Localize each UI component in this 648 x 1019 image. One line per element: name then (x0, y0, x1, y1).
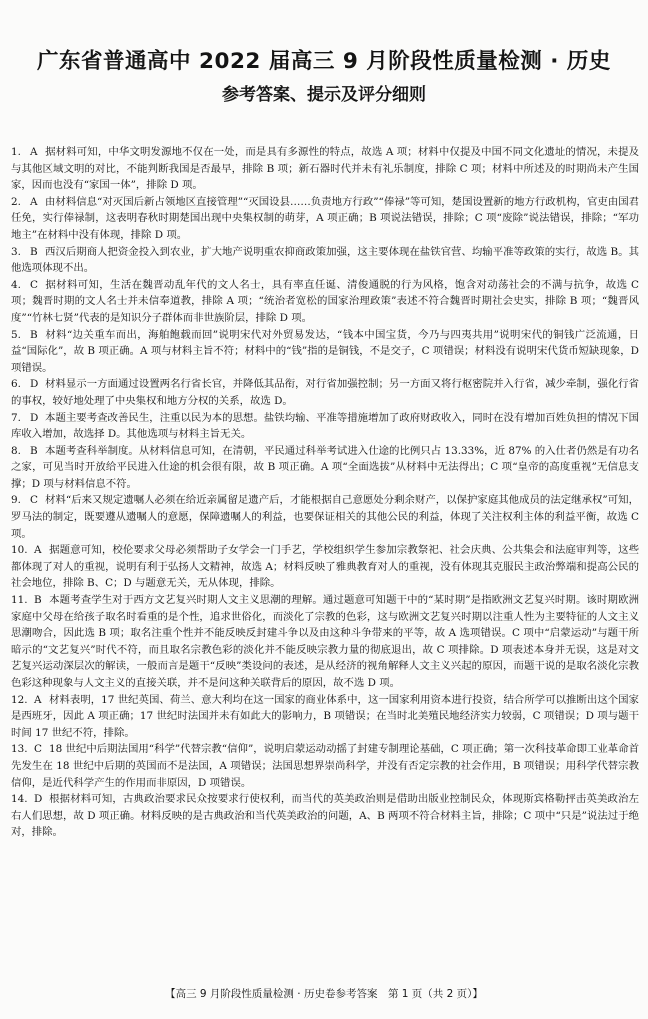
item-explanation: 据材料可知，生活在魏晋动乱年代的文人名士，具有率直任诞、清俊通脱的行为风格，饱含对动荡社会的不满与抗争，故选 C 项；魏晋时期的文人名士并未信奉道教，排除 A 项；“统治者宽松的国家治理政策”表述不符合魏晋时期社会史实，排除 B 项；“魏晋风度”“竹林七贤”代表的是知识分子群体而非世族阶层，排除 D 项。 (11, 278, 639, 324)
item-answer: B (30, 245, 38, 258)
page-footer: 【高三 9 月阶段性质量检测 · 历史卷参考答案 第 1 页（共 2 页）】 (165, 988, 483, 1000)
item-number: 8. (11, 444, 21, 457)
item-answer: D (34, 793, 43, 806)
answer-item-7 (11, 410, 639, 443)
item-explanation: 材料“后来又规定遗嘱人必须在给近亲属留足遗产后，才能根据自己意愿处分剩余财产，以保护家庭其他成员的法定继承权”可知，罗马法的制定，既要遵从遗嘱人的意愿，保障遗嘱人的利益，也要保证相关的其他公民的利益，体现了关注权利主体的利益平衡，故选 C 项。 (11, 494, 639, 540)
item-number: 14. (11, 793, 28, 806)
answer-item-12 (11, 692, 639, 742)
item-answer: C (34, 743, 42, 756)
item-explanation: 据题意可知，校伦要求父母必须帮助子女学会一门手艺，学校组织学生参加宗教祭祀、社会庆典、公共集会和法庭审判等，这些都体现了对人的重视，说明有利于弘扬人文精神，故选 A；材料反映了雅典教育对人的重视，没有体现其克服民主政治弊端和提高公民的社会地位，排除 B、C；D 与题意无关，无从体现，排除。 (11, 544, 639, 590)
item-number: 3. (11, 245, 21, 258)
page-title: 广东省普通高中 2022 届高三 9 月阶段性质量检测 · 历史 (37, 49, 611, 74)
item-explanation: 18 世纪中后期法国用“科学”代替宗教“信仰”，说明启蒙运动动摇了封建专制理论基础，C 项正确；第一次科技革命即工业革命首先发生在 18 世纪中后期的英国而不是法国，A 项错误；法国思想界崇尚科学，并没有否定宗教的社会作用，B 项错误；用科学代替宗教信仰，是近代科学产生的作用而非原因，D 项错误。 (11, 743, 639, 789)
answer-item-5 (11, 327, 639, 377)
item-answer: B (30, 444, 38, 457)
item-answer: D (30, 411, 39, 424)
item-explanation: 根据材料可知，古典政治要求民众按要求行使权利，而当代的英美政治则是借助出版业控制民众，体现斯宾格勒抨击英美政治左右人们思想，故 D 项正确。材料反映的是古典政治和当代英美政治的问题，A、B 两项不符合材料主旨，排除；C 项中“只是”说法过于绝对，排除。 (11, 793, 639, 839)
item-number: 9. (11, 494, 21, 507)
item-explanation: 材料“边关重车而出，海舶飽载而回”说明宋代对外贸易发达，“钱本中国宝货，今乃与四夷共用”说明宋代的铜钱广泛流通，日益“国际化”，故 B 项正确。A 项与材料主旨不符；材料中的“钱”指的是铜钱，不是交子，C 项错误；材料没有说明宋代货币短缺现象，D 项错误。 (11, 328, 639, 374)
item-number: 10. (11, 544, 28, 557)
answer-item-1 (11, 144, 639, 194)
item-number: 7. (11, 411, 21, 424)
item-answer: D (30, 378, 39, 391)
answer-item-2 (11, 194, 639, 244)
item-number: 4. (11, 278, 21, 291)
item-explanation: 材料表明，17 世纪英国、荷兰、意大利均在这一国家的商业体系中，这一国家利用资本进行投资，结合所学可以推断出这个国家是西班牙，因此 A 项正确；17 世纪时法国并未有如此大的影响力，B 项错误；在当时北美殖民地经济实力较弱，C 项错误；D 项与题干时间 17 世纪不符，排除。 (11, 693, 639, 739)
item-number: 13. (11, 743, 28, 756)
item-answer: C (30, 278, 38, 291)
answer-item-9 (11, 492, 639, 542)
answer-item-10 (11, 542, 639, 592)
item-explanation: 西汉后期商人把资金投入到农业，扩大地产说明重农抑商政策加强，这主要体现在盐铁官营、均输平准等政策的实行，故选 B。其他选项体现不出。 (11, 245, 639, 275)
answer-list (11, 144, 639, 841)
item-answer: A (34, 693, 42, 706)
answer-item-4 (11, 277, 639, 327)
answer-item-14 (11, 791, 639, 841)
item-number: 5. (11, 328, 21, 341)
item-answer: B (34, 594, 42, 607)
item-answer: A (30, 146, 38, 158)
item-answer: C (30, 494, 38, 507)
answer-item-6 (11, 376, 639, 409)
item-answer: A (30, 195, 38, 208)
item-answer: A (34, 544, 42, 557)
item-number: 6. (11, 378, 21, 391)
item-answer: B (30, 328, 38, 341)
item-number: 1. (11, 146, 21, 158)
item-explanation: 本题考查科举制度。从材料信息可知，在清朝，平民通过科举考试进入仕途的比例只占 13.33%，近 87% 的入仕者仍然是有功名之家，可见当时开放给平民进入仕途的机会很有限，故 B 项正确。A 项“全面选拔”从材料中无法得出；C 项“皇帝的高度重视”无信息支撑；D 项与材料信息不符。 (11, 444, 639, 490)
item-number: 11. (11, 594, 28, 607)
item-explanation: 本题主要考查改善民生，注重以民为本的思想。盐铁均输、平准等措施增加了政府财政收入，同时在没有增加百姓负担的情况下国库收入增加，故选择 D。其他选项与材料主旨无关。 (11, 411, 639, 441)
item-explanation: 由材料信息“对灭国后新占领地区直接管理”“灭国设县……负责地方行政”“俸禄”等可知，楚国设置新的地方行政机构，官吏由国君任免，实行俸禄制，这表明春秋时期楚国出现中央集权制的萌芽，A 项正确；B 项说法错误，排除；C 项“废除”说法错误，排除；“军功地主”在材料中没有体现，排除 D 项。 (11, 195, 639, 241)
answer-item-3 (11, 244, 639, 277)
item-number: 12. (11, 693, 28, 706)
answer-item-11 (11, 592, 639, 692)
item-number: 2. (11, 195, 21, 208)
item-explanation: 据材料可知，中华文明发源地不仅在一处，而是具有多源性的特点，故选 A 项；材料中仅提及中国不同文化遗址的情况，未提及与其他区域文明的对比，不能判断我国是否最早，排除 B 项；新石器时代并未有礼乐制度，排除 C 项；材料中所述及的时期尚未产生国家，因而也没有“家国一体”，排除 D 项。 (11, 146, 639, 192)
answer-item-8 (11, 443, 639, 493)
item-explanation: 本题考查学生对于西方文艺复兴时期人文主义思潮的理解。通过题意可知题干中的“某时期”是指欧洲文艺复兴时期。该时期欧洲家庭中父母在给孩子取名时看重的是个性，追求世俗化，而淡化了宗教的色彩，这与欧洲文艺复兴时期以注重人性为主要特征的人文主义思潮吻合，因此选 B 项；取名注重个性并不能反映反封建斗争以及由这种斗争带来的平等，故 A 选项错误。C 项中“启蒙运动”与题干所暗示的“文艺复兴”时代不符，而且取名宗教色彩的淡化并不能反映宗教力量的彻底退出，故 C 项排除。D 项表述本身并无误，这是对文艺复兴运动深层次的解读，一般而言是题干“反映”类设问的表述，是从经济的视角解释人文主义兴起的原因，而题干说的是取名淡化宗教色彩这种现象与人文主义的直接关联，并不是问这种关联背后的原因，故不选 D 项。 (11, 594, 639, 689)
answer-item-13 (11, 741, 639, 791)
page-subtitle: 参考答案、提示及评分细则 (222, 85, 426, 105)
item-explanation: 材料显示一方面通过设置两名行省长官，并降低其品衔，对行省加强控制；另一方面又将行枢密院并入行省，减少牵制，强化行省的事权，较好地处理了中央集权和地方分权的关系，故选 D。 (11, 378, 639, 407)
